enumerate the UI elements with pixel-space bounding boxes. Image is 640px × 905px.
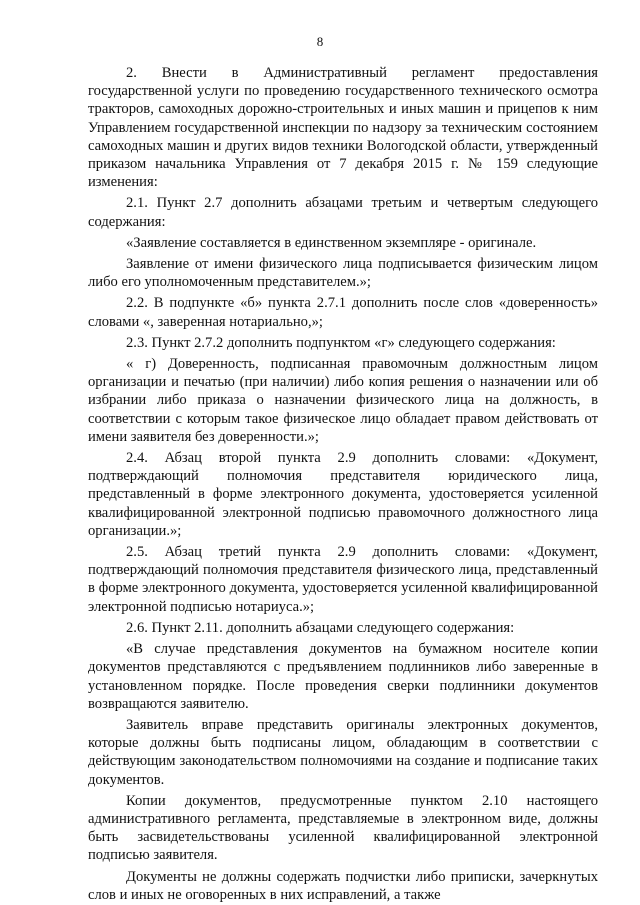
paragraph-no-erasures: Документы не должны содержать подчистки либо приписки, зачеркнутых слов и иных не оговоренных в них исправлений, а также — [88, 868, 598, 903]
paragraph-copies: Копии документов, предусмотренные пунктом 2.10 настоящего административного регламента, представляемые в электронном виде, должны быть засвидетельствованы усиленной квалифицированной электронной подписью заявителя. — [88, 792, 598, 864]
paragraph-2-6: 2.6. Пункт 2.11. дополнить абзацами следующего содержания: — [126, 619, 515, 636]
paragraph-quote-1: «Заявление составляется в единственном экземпляре - оригинале. — [126, 234, 537, 251]
paragraph-2-1: 2.1. Пункт 2.7 дополнить абзацами третьим и четвертым следующего содержания: — [88, 195, 598, 230]
paragraph-subpoint-g: « г) Доверенность, подписанная правомочным должностным лицом организации и печатью (при наличии) либо копия решения о назначении или об избрании либо приказа о назначении физического лица на должность, в соответствии с которым такое физическое лицо обладает правом действовать от имени заявителя без доверенности.»; — [88, 356, 598, 445]
paragraph-2-3: 2.3. Пункт 2.7.2 дополнить подпунктом «г» следующего содержания: — [126, 334, 556, 351]
document-body — [88, 64, 598, 904]
paragraph-quote-2: Заявление от имени физического лица подписывается физическим лицом либо его уполномоченным представителем.»; — [88, 256, 598, 291]
paragraph-2-5: 2.5. Абзац третий пункта 2.9 дополнить словами: «Документ, подтверждающий полномочия представителя физического лица, представленный в форме электронного документа, удостоверяется усиленной квалифицированной электронной подписью нотариуса.»; — [88, 544, 598, 615]
paragraph-electronic-originals: Заявитель вправе представить оригиналы электронных документов, которые должны быть подписаны лицом, обладающим в соответствии с действующим законодательством полномочиями на создание и подписание таких документов. — [88, 716, 598, 788]
paragraph-2-intro: 2. Внести в Административный регламент предоставления государственной услуги по проведению государственного технического осмотра тракторов, самоходных дорожно-строительных и иных машин и прицепов к ним Управлением государственной инспекции по надзору за техническим состоянием самоходных машин и других видов техники Вологодской области, утвержденный приказом начальника Управления от 7 декабря 2015 г. № 159 следующие изменения: — [88, 65, 598, 191]
paragraph-2-2: 2.2. В подпункте «б» пункта 2.7.1 дополнить после слов «доверенность» словами «, заверенная нотариально,»; — [88, 295, 598, 330]
page-number: 8 — [316, 34, 324, 49]
paragraph-2-4: 2.4. Абзац второй пункта 2.9 дополнить словами: «Документ, подтверждающий полномочия представителя юридического лица, представленный в форме электронного документа, удостоверяется усиленной квалифицированной электронной подписью правомочного должностного лица организации.»; — [88, 450, 598, 539]
paragraph-paper-docs: «В случае представления документов на бумажном носителе копии документов представляются с предъявлением подлинников либо заверенные в установленном порядке. После проведения сверки подлинники документов возвращаются заявителю. — [88, 641, 598, 712]
